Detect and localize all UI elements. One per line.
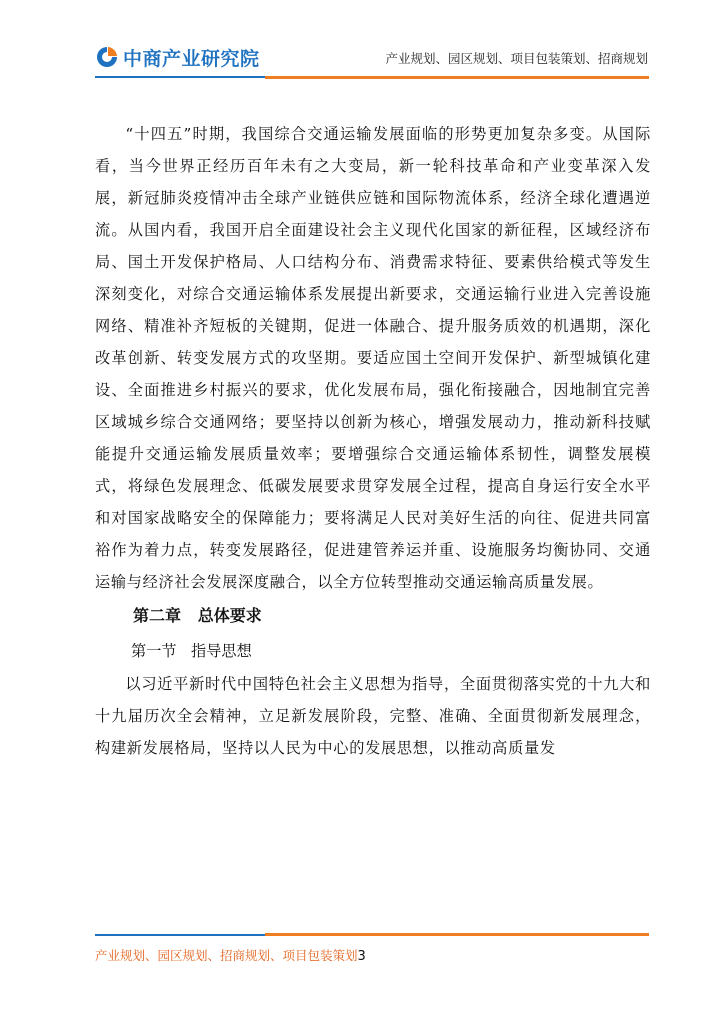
header-divider-blue <box>95 76 265 78</box>
page-content <box>95 118 651 764</box>
section-heading: 第一节 指导思想 <box>131 642 252 660</box>
company-logo-icon <box>95 45 119 69</box>
page-footer <box>0 928 724 978</box>
footer-text <box>95 946 366 964</box>
header-slogan: 产业规划、园区规划、项目包装策划、招商规划 <box>385 51 648 66</box>
footer-slogan: 产业规划、园区规划、招商规划、项目包装策划 <box>95 948 358 963</box>
header-divider-orange <box>265 76 649 79</box>
footer-divider-blue <box>95 934 265 936</box>
page-header <box>0 0 724 80</box>
body-paragraph: 以习近平新时代中国特色社会主义思想为指导，全面贯彻落实党的十九大和十九届历次全会精神，立足新发展阶段，完整、准确、全面贯彻新发展理念，构建新发展格局，坚持以人民为中心的发展思想，以推动高质量发 <box>95 675 651 757</box>
footer-divider-orange <box>265 933 649 936</box>
page-number: 3 <box>357 949 366 964</box>
logo-text: 中商产业研究院 <box>123 47 260 70</box>
company-logo <box>95 42 260 72</box>
chapter-heading: 第二章 总体要求 <box>133 606 262 625</box>
body-paragraph: “十四五”时期，我国综合交通运输发展面临的形势更加复杂多变。从国际看，当今世界正经历百年未有之大变局，新一轮科技革命和产业变革深入发展，新冠肺炎疫情冲击全球产业链供应链和国际物流体系，经济全球化遭遇逆流。从国内看，我国开启全面建设社会主义现代化国家的新征程，区域经济布局、国土开发保护格局、人口结构分布、消费需求特征、要素供给模式等发生深刻变化，对综合交通运输体系发展提出新要求，交通运输行业进入完善设施网络、精准补齐短板的关键期，促进一体融合、提升服务质效的机遇期，深化改革创新、转变发展方式的攻坚期。要适应国土空间开发保护、新型城镇化建设、全面推进乡村振兴的要求，优化发展布局，强化衔接融合，因地制宜完善区域城乡综合交通网络；要坚持以创新为核心，增强发展动力，推动新科技赋能提升交通运输发展质量效率；要增强综合交通运输体系韧性，调整发展模式，将绿色发展理念、低碳发展要求贯穿发展全过程，提高自身运行安全水平和对国家战略安全的保障能力；要将满足人民对美好生活的向往、促进共同富裕作为着力点，转变发展路径，促进建管养运并重、设施服务均衡协同、交通运输与经济社会发展深度融合，以全方位转型推动交通运输高质量发展。 <box>95 125 651 591</box>
